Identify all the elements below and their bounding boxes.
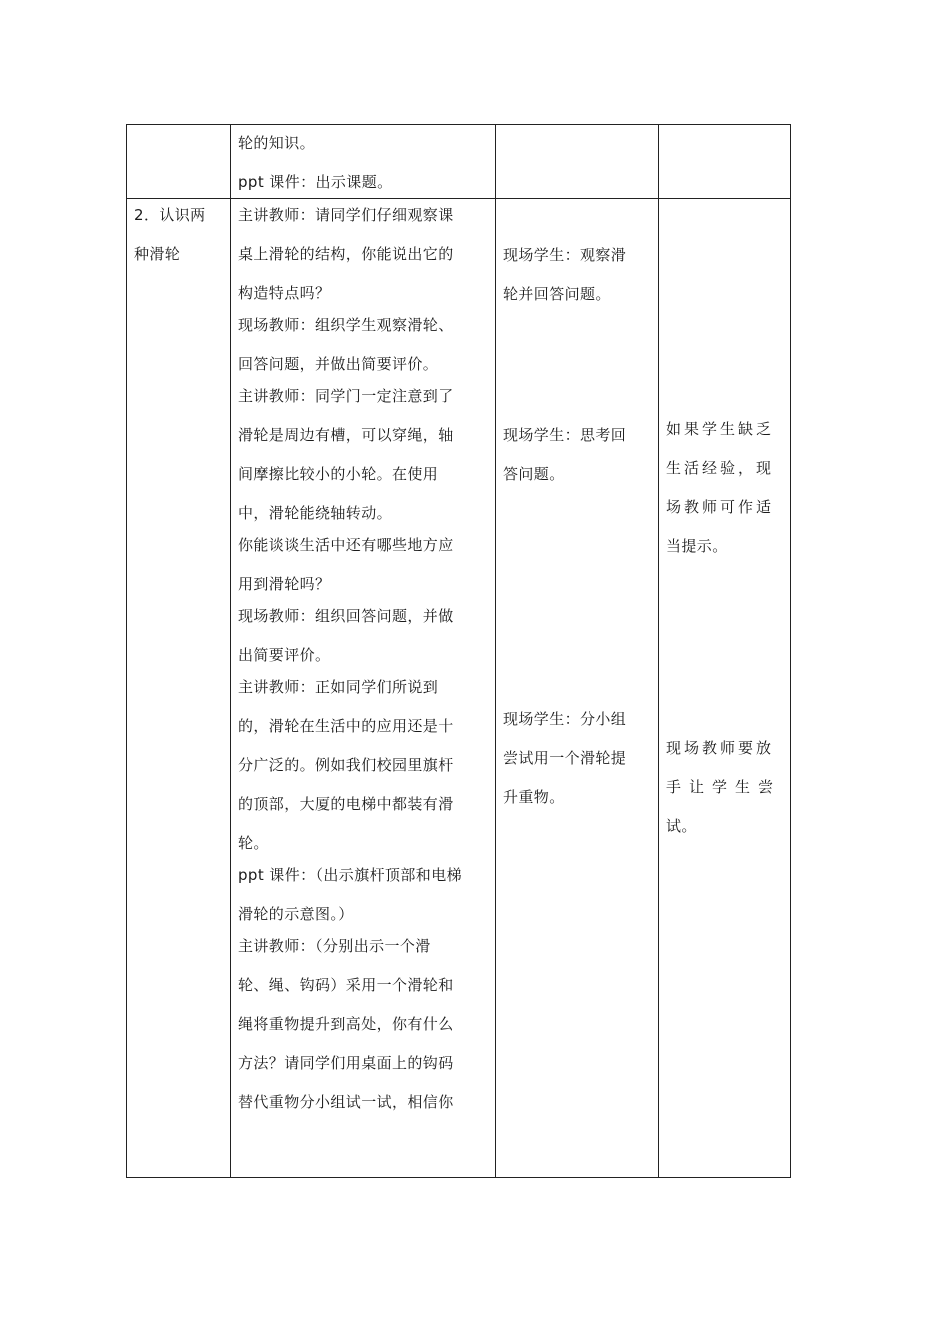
text-line: 滑轮的示意图。） [238, 905, 354, 923]
text-line: 间摩擦比较小的小轮。在使用 [238, 465, 439, 483]
text-line: 种滑轮 [134, 245, 181, 263]
text-line: 试。 [666, 817, 697, 835]
lesson-plan-table [126, 124, 791, 1178]
text-line: 答问题。 [503, 465, 565, 483]
text-line: 方法？请同学们用桌面上的钩码 [238, 1054, 454, 1072]
stage-cell [127, 125, 231, 199]
text-line: 轮并回答问题。 [503, 285, 611, 303]
text-line: 主讲教师：正如同学们所说到 [238, 678, 439, 696]
text-line: 手让学生尝 [666, 778, 782, 796]
text-line: 升重物。 [503, 788, 565, 806]
text-line: 桌上滑轮的结构，你能说出它的 [238, 245, 454, 263]
text-line: 回答问题，并做出简要评价。 [238, 355, 439, 373]
text-line: 替代重物分小组试一试，相信你 [238, 1093, 454, 1111]
text-line: 轮的知识。 [238, 134, 316, 152]
text-line: 的，滑轮在生活中的应用还是十 [238, 717, 454, 735]
text-line: 轮。 [238, 834, 269, 852]
notes-cell [659, 199, 791, 1178]
text-line: 用到滑轮吗？ [238, 575, 331, 593]
teacher-activity-cell [231, 199, 496, 1178]
text-line: 轮、绳、钩码）采用一个滑轮和 [238, 976, 454, 994]
text-line: 主讲教师：（分别出示一个滑 [238, 937, 431, 955]
text-line: 尝试用一个滑轮提 [503, 749, 627, 767]
stage-cell [127, 199, 231, 1178]
text-line: 当提示。 [666, 537, 728, 555]
text-line: 出简要评价。 [238, 646, 331, 664]
text-line: 的顶部，大厦的电梯中都装有滑 [238, 795, 454, 813]
teacher-activity-cell [231, 125, 496, 199]
text-line: ppt 课件：出示课题。 [238, 173, 393, 191]
text-line: 现场学生：观察滑 [503, 246, 627, 264]
text-line: 现场教师要放 [666, 739, 775, 757]
text-line: 主讲教师：同学门一定注意到了 [238, 387, 454, 405]
student-activity-cell [496, 199, 659, 1178]
text-line: ppt 课件：（出示旗杆顶部和电梯 [238, 866, 462, 884]
text-line: 场教师可作适 [666, 498, 775, 516]
text-line: 构造特点吗？ [238, 284, 331, 302]
text-line: 2．认识两 [134, 206, 206, 224]
table-row [127, 125, 791, 199]
text-line: 滑轮是周边有槽，可以穿绳，轴 [238, 426, 454, 444]
student-activity-cell [496, 125, 659, 199]
text-line: 分广泛的。例如我们校园里旗杆 [238, 756, 454, 774]
text-line: 生活经验，现 [666, 459, 775, 477]
text-line: 主讲教师：请同学们仔细观察课 [238, 206, 454, 224]
text-line: 你能谈谈生活中还有哪些地方应 [238, 536, 454, 554]
table-row [127, 199, 791, 1178]
text-line: 中，滑轮能绕轴转动。 [238, 504, 393, 522]
notes-cell [659, 125, 791, 199]
text-line: 现场学生：分小组 [503, 710, 627, 728]
text-line: 如果学生缺乏 [666, 420, 775, 438]
text-line: 绳将重物提升到高处，你有什么 [238, 1015, 454, 1033]
text-line: 现场教师：组织回答问题，并做 [238, 607, 454, 625]
text-line: 现场学生：思考回 [503, 426, 627, 444]
text-line: 现场教师：组织学生观察滑轮、 [238, 316, 454, 334]
